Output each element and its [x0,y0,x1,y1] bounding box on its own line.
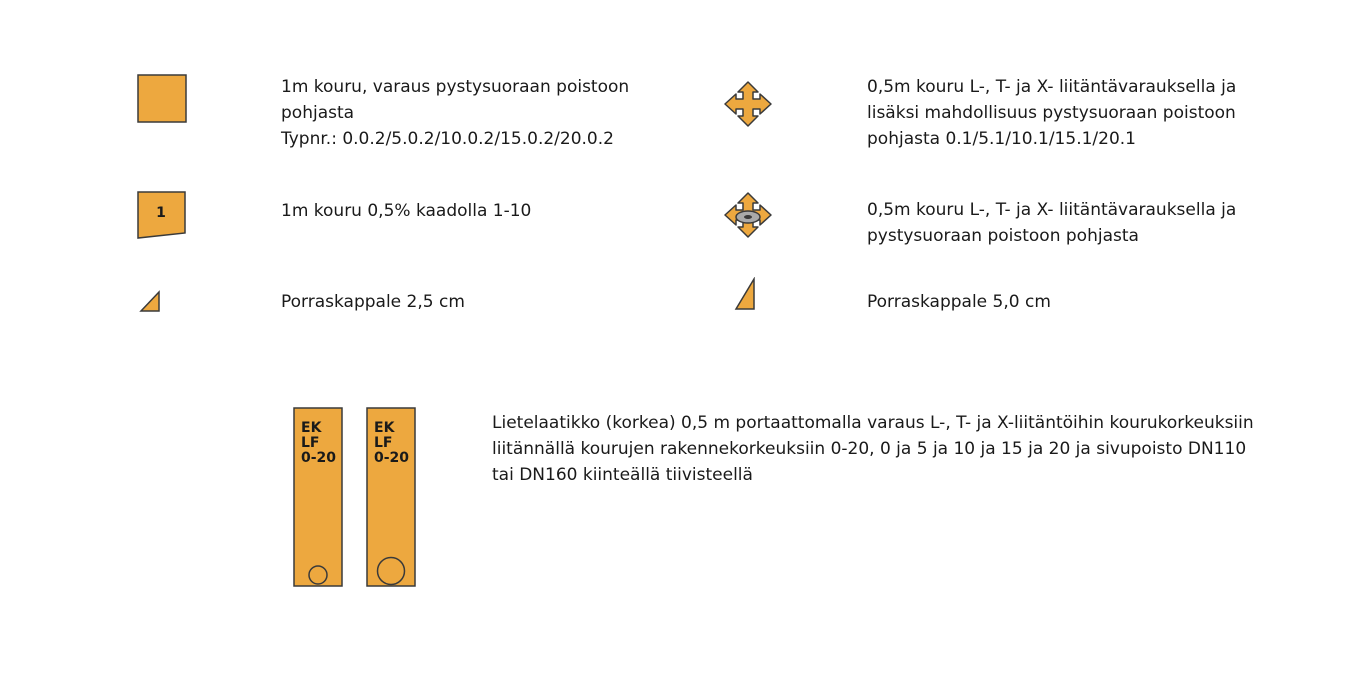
legend-line: lisäksi mahdollisuus pystysuoraan poistoon [867,103,1236,123]
legend-line: Typnr.: 0.0.2/5.0.2/10.0.2/15.0.2/20.0.2 [281,129,614,149]
legend-text-small-step [281,289,465,315]
large-outlet-circle [378,558,405,585]
large-step-triangle-icon [734,277,758,313]
legend-line: 0,5m kouru L-, T- ja X- liitäntävarauksella ja [867,200,1237,220]
legend-text-four-way-drain [867,197,1236,249]
legend-text-four-way [867,74,1236,152]
legend-text-square-gutter [281,74,629,152]
sludge-box-label-line: 0-20 [301,450,337,466]
sludge-box-label-line: LF [301,435,320,451]
four-way-arrow-drain-icon [722,191,774,239]
description-line: tai DN160 kiinteällä tiivisteellä [492,465,753,485]
description-line: liitännällä kourujen rakennekorkeuksiin 0-20, 0 ja 5 ja 10 ja 15 ja 20 ja sivupoisto DN110 [492,439,1247,459]
legend-text-large-step [867,289,1051,315]
legend-line: 0,5m kouru L-, T- ja X- liitäntävarauksella ja [867,77,1237,97]
legend-line: pohjasta 0.1/5.1/10.1/15.1/20.1 [867,129,1136,149]
legend-line: Porraskappale 5,0 cm [867,292,1051,312]
four-way-arrow-icon [722,80,774,128]
sludge-box-description [492,410,1254,488]
legend-line: pohjasta [281,103,355,123]
description-line: Lietelaatikko (korkea) 0,5 m portaattomalla varaus L-, T- ja X-liitäntöihin kourukorkeuksiin [492,413,1254,433]
sludge-box-label-line: EK [374,420,395,436]
legend-line: Porraskappale 2,5 cm [281,292,465,312]
sludge-box-label-line: 0-20 [374,450,410,466]
sludge-box-label-line: EK [301,420,322,436]
sludge-box-dn110-icon [293,407,345,589]
legend-line: 1m kouru 0,5% kaadolla 1-10 [281,201,532,221]
small-step-triangle-icon [139,290,163,314]
slope-gutter-icon [137,191,189,241]
legend-text-slope-gutter [281,198,531,224]
legend-line: 1m kouru, varaus pystysuoraan poistoon [281,77,630,97]
slope-gutter-badge: 1 [156,205,166,221]
legend-line: pystysuoraan poistoon pohjasta [867,226,1139,246]
sludge-box-dn160-icon [366,407,418,589]
square-gutter-icon [137,74,189,124]
sludge-box-label-line: LF [374,435,393,451]
small-outlet-circle [309,566,327,584]
